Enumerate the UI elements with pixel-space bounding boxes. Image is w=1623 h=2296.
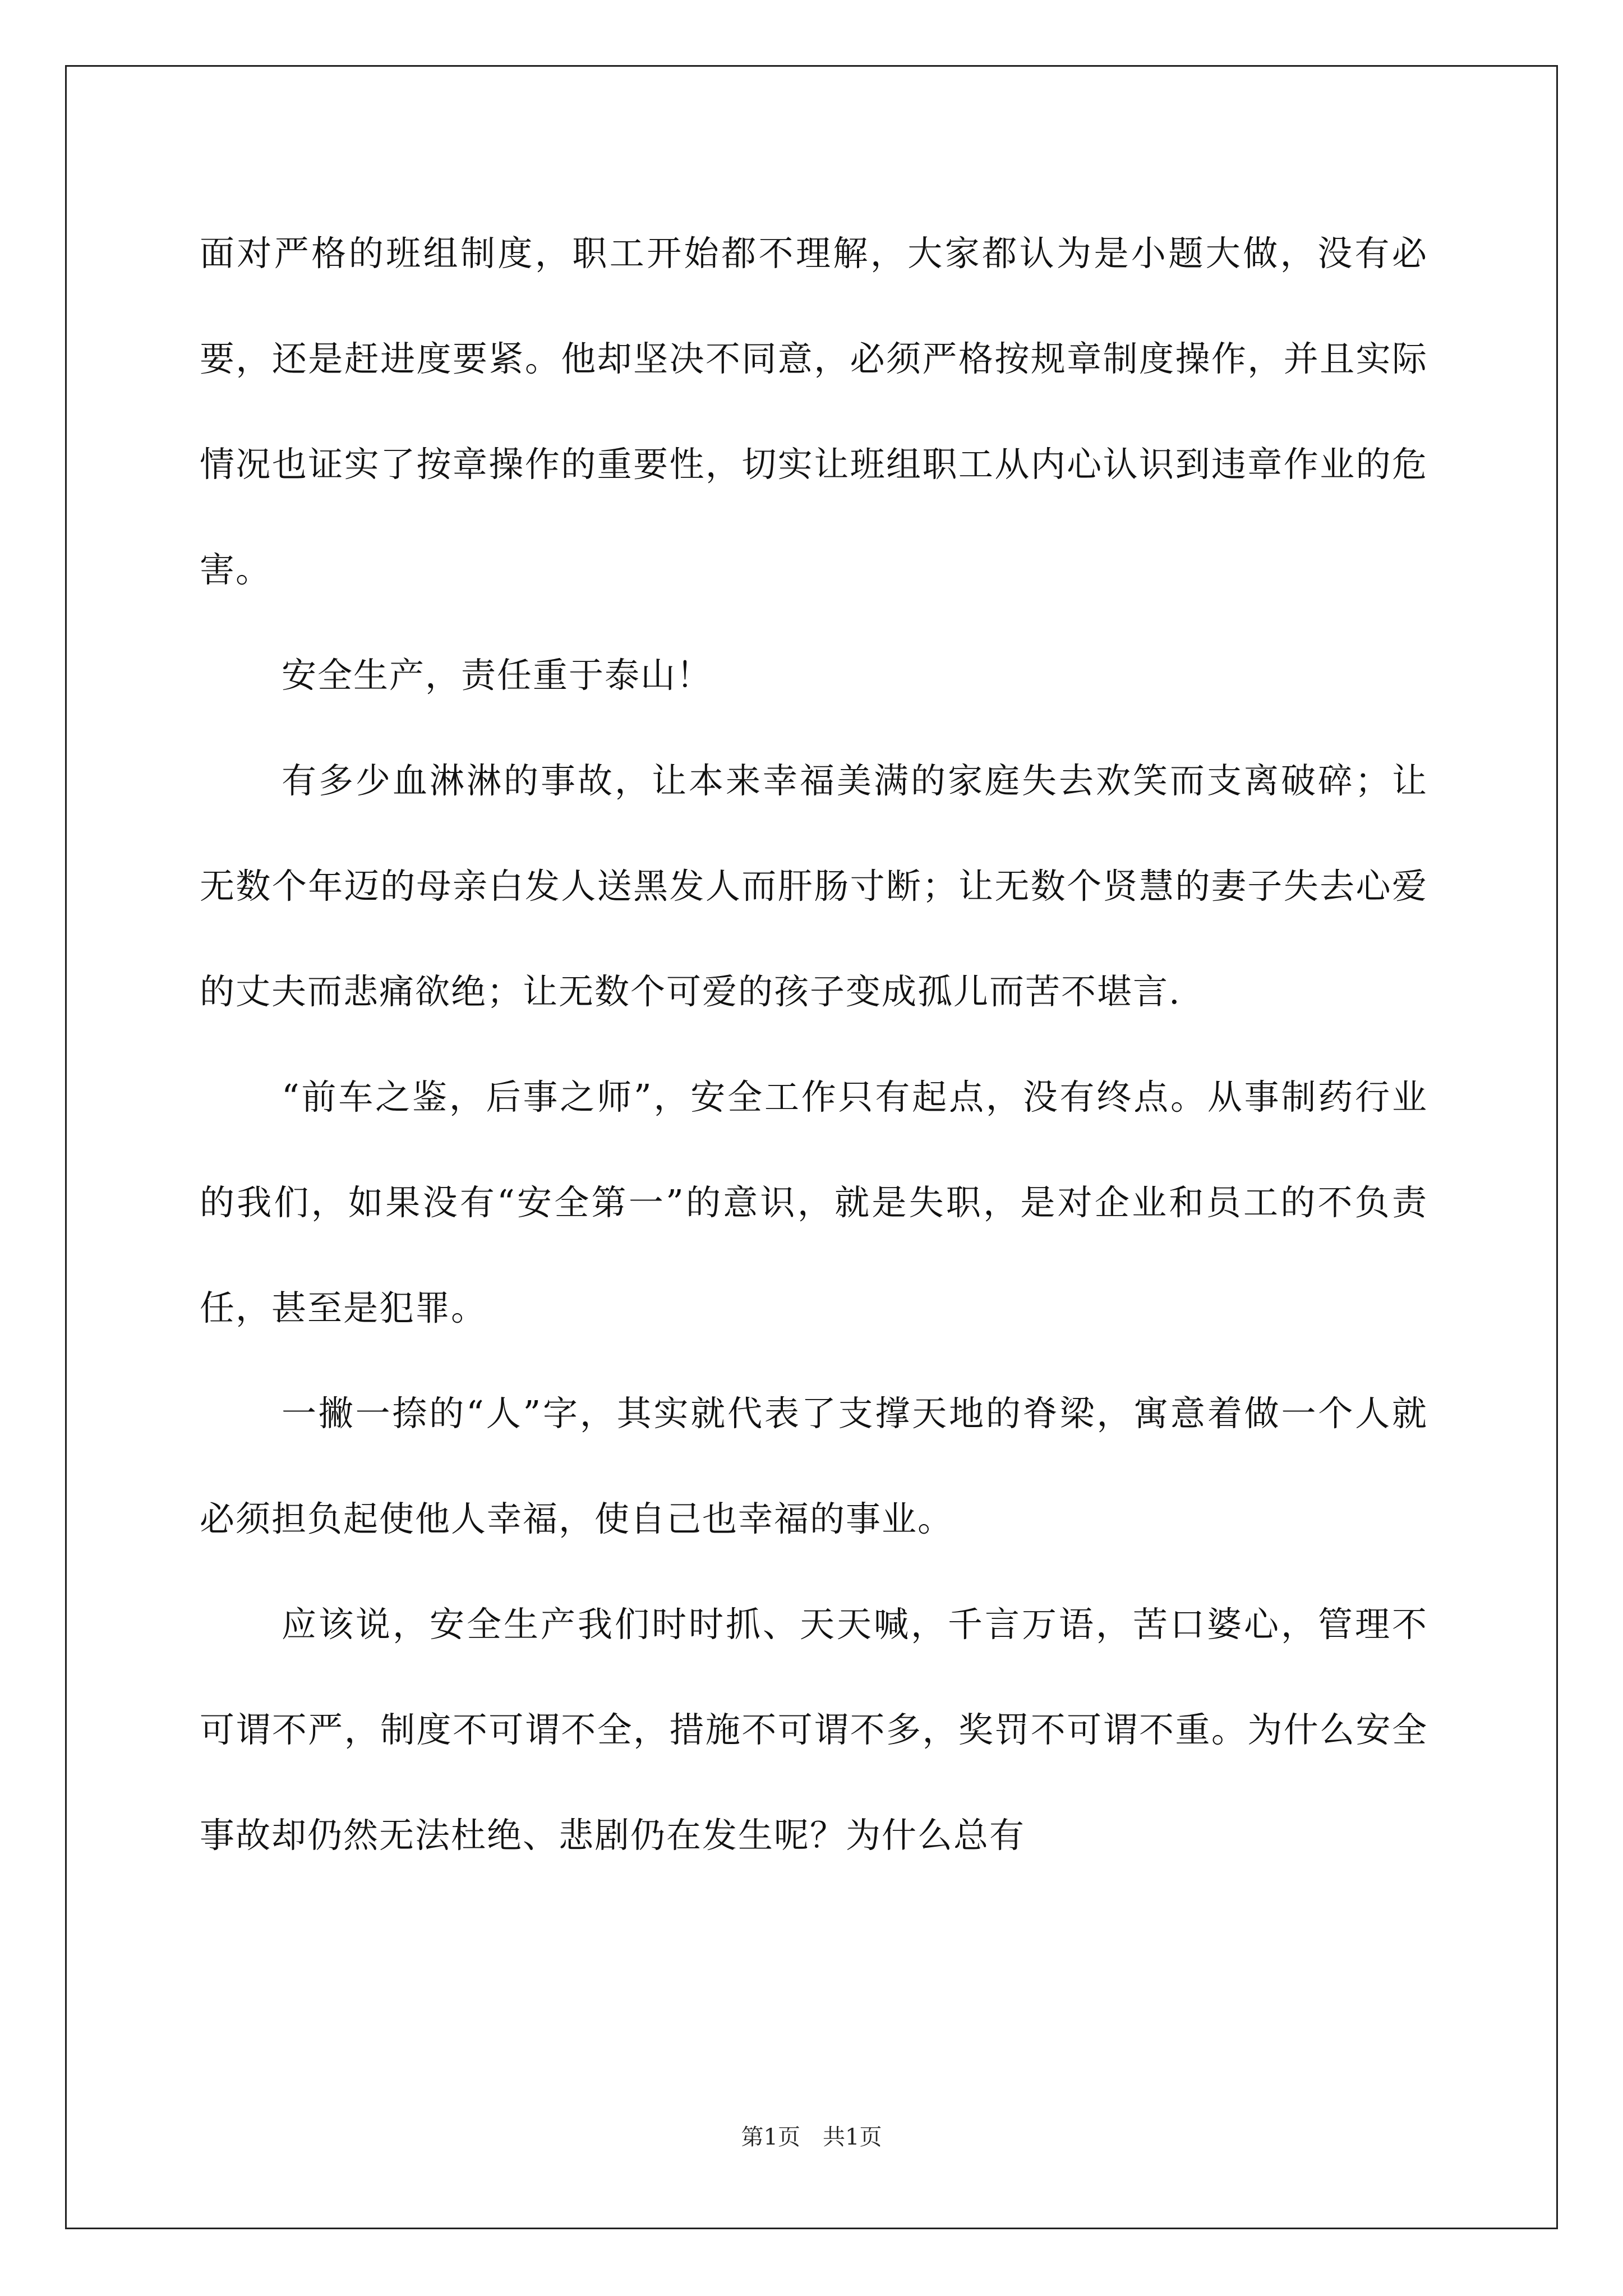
paragraph-3: 有多少血淋淋的事故，让本来幸福美满的家庭失去欢笑而支离破碎；让无数个年迈的母亲白发人送黑发人而肝肠寸断；让无数个贤慧的妻子失去心爱的丈夫而悲痛欲绝；让无数个可爱的孩子变成孤儿而苦不堪言. <box>200 760 1428 1012</box>
paragraph-5: 一撇一捺的“人”字，其实就代表了支撑天地的脊梁，寓意着做一个人就必须担负起使他人幸福，使自己也幸福的事业。 <box>200 1393 1428 1539</box>
paragraph-6: 应该说，安全生产我们时时抓、天天喊，千言万语，苦口婆心，管理不可谓不严，制度不可谓不全，措施不可谓不多，奖罚不可谓不重。为什么安全事故却仍然无法杜绝、悲剧仍在发生呢？为什么总有 <box>200 1604 1428 1856</box>
document-body <box>200 201 1428 1888</box>
paragraph-4: “前车之鉴，后事之师”，安全工作只有起点，没有终点。从事制药行业的我们，如果没有“安全第一”的意识，就是失职，是对企业和员工的不负责任，甚至是犯罪。 <box>200 1076 1428 1328</box>
page-number-footer: 第1页 共1页 <box>741 2124 882 2150</box>
paragraph-2: 安全生产，责任重于泰山！ <box>282 655 713 696</box>
paragraph-1: 面对严格的班组制度，职工开始都不理解，大家都认为是小题大做，没有必要，还是赶进度要紧。他却坚决不同意，必须严格按规章制度操作，并且实际情况也证实了按章操作的重要性，切实让班组职工从内心认识到违章作业的危害。 <box>200 233 1428 590</box>
